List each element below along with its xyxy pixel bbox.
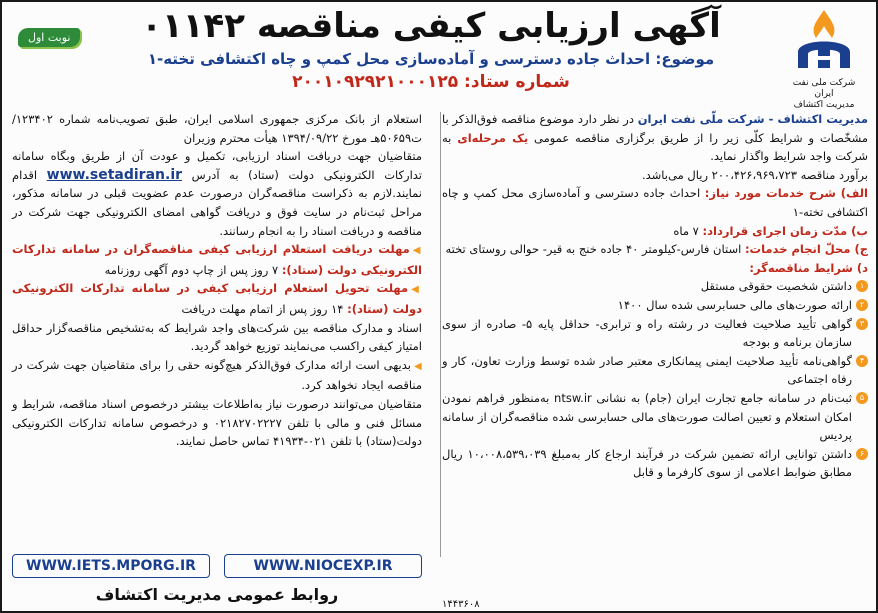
org-department: مدیریت اکتشاف [793,100,855,110]
condition-item [442,389,868,445]
inquiry-paragraph: استعلام از بانک مرکزی جمهوری اسلامی ایران، طبق تصویب‌نامه شماره ۱۲۳۴۰۲/ت۵۰۶۵۹هـ مورخ ۱۳۹۴/۰۹/۲۲ هیأت محترم وزیران [12,112,422,145]
edition-badge: نوبت اول [18,28,80,47]
condition-item [442,315,868,352]
tender-subject: موضوع: احداث جاده دسترسی و آماده‌سازی محل کمپ و چاه اکتشافی تخته-۱ [147,50,715,68]
instructions-text-tail: اقدام نمایند.لازم به ذکراست مناقصه‌گران درصورت عدم عضویت قبلی در سامانه مذکور، مراحل ثبت‌نام در سایت فوق و دریافت گواهی امضای الکترونیکی جهت شرکت در مناقصه و دریافت اسناد را به انجام رسانند. [12,167,422,238]
section-d-label: د) شرایط مناقصه‌گر: [749,260,868,275]
disclaimer-text: بدیهی است ارائه مدارک فوق‌الذکر هیچ‌گونه حقی را برای متقاضیان جهت شرکت در مناقصه ایجاد نخواهد کرد. [12,357,422,393]
instructions-text: متقاضیان جهت دریافت اسناد ارزیابی، تکمیل و عودت آن از طریق وبگاه سامانه تدارکات الکترونیکی دولت (ستاد) به آدرس [12,149,423,182]
section-c-text: استان فارس-کیلومتر ۴۰ جاده خنج به قیر- حوالی روستای تخته [445,242,745,257]
footer-links [12,554,422,580]
column-divider [440,112,441,557]
section-a-label: الف) شرح خدمات مورد نیاز: [704,186,868,201]
section-b-label: ب) مدّت زمان اجرای قرارداد: [702,223,868,238]
instructions-paragraph [12,147,422,240]
page-title: آگهی ارزیابی کیفی مناقصه ۰۱۱۴۲ [141,6,721,46]
public-relations-title: روابط عمومی مدیریت اکتشاف [95,585,339,604]
condition-item [442,296,868,315]
nioc-flame-logo-icon [792,8,856,74]
intro-tail: به شرکت واجد شرایط واگذار نماید. [442,130,868,164]
contact-paragraph: متقاضیان می‌توانند درصورت نیاز به‌اطلاعات بیشتر درخصوص اسناد مناقصه، شرایط و مسائل فنی و مالی با تلفن ۰۲۱۸۲۷۰۲۲۲۷ و درخصوص سامانه تدارکات الکترونیکی دولت(ستاد) با تلفن ۰۲۱-۴۱۹۳۴ تماس حاصل نمایند. [12,396,422,449]
arrow-icon: ◀ [411,284,422,296]
arrow-icon: ◀ [412,245,422,257]
condition-text: گواهی تأیید صلاحیت فعالیت در رشته راه و ترابری- حداقل پایه ۵- صادره از سوی سازمان برنامه و بودجه [442,316,852,350]
section-c-label: ج) محلّ انجام خدمات: [744,242,868,257]
condition-text: داشتن توانایی ارائه تضمین شرکت در فرآیند ارجاع کار به‌مبلغ ۱۰،۰۰۸،۵۳۹،۰۳۹ ریال مطابق ضوابط اعلامی از سوی کارفرما و قابل [442,446,852,480]
bullet-number: ۶ [856,448,868,460]
section-b [442,222,868,241]
disclaimer-paragraph [12,356,422,395]
condition-item [442,445,868,482]
deadline-receive-text: ۷ روز پس از چاپ دوم آگهی روزنامه [104,262,282,277]
niocexp-link[interactable]: WWW.NIOCEXP.IR [224,554,422,578]
left-column [12,110,422,451]
setad-number: شماره ستاد: ۲۰۰۱۰۹۲۹۲۱۰۰۰۱۲۵ [292,72,570,92]
section-c [442,240,868,259]
condition-item [442,277,868,296]
bullet-number: ۴ [856,355,868,367]
condition-text: ثبت‌نام در سامانه جامع تجارت ایران (جام) به نشانی ntsw.ir به‌منظور فراهم نمودن امکان استعلام و تعیین اصالت صورت‌های مالی حسابرسی شده مناقصه‌گران از سامانه پردیس [442,390,852,443]
intro-lead: مدیریت اکتشاف - شرکت ملّی نفت ایران [637,112,868,126]
right-column [442,110,868,482]
estimate-text: برآورد مناقصه ۲۰۰،۴۲۶،۹۶۹،۷۲۳ ریال می‌باشد. [641,167,868,182]
bullet-number: ۱ [856,280,868,292]
setad-link[interactable]: www.setadiran.ir [46,166,183,183]
deadline-submit-text: ۱۴ روز پس از اتمام مهلت دریافت [181,301,348,316]
deadline-receive-label: مهلت دریافت استعلام ارزیابی کیفی مناقصه‌گران در سامانه تدارکات الکترونیکی دولت (ستاد): [12,242,422,277]
company-logo [786,8,862,110]
bullet-number: ۳ [856,318,868,330]
condition-text: ارائه صورت‌های مالی حسابرسی شده سال ۱۴۰۰ [617,297,852,312]
section-a-text: احداث جاده دسترسی و آماده‌سازی محل کمپ و چاه اکتشافی تخته-۱ [442,186,868,219]
arrow-icon: ◀ [413,360,422,372]
section-a [442,184,868,221]
deadline-receive [12,240,422,279]
intro-emphasis: یک مرحله‌ای [457,130,529,145]
distribution-paragraph: اسناد و مدارک مناقصه بین شرکت‌های واجد شرایط که به‌تشخیص مناقصه‌گزار حداقل امتیاز کیفی راکسب می‌نمایند توزیع خواهد گردید. [12,320,422,354]
ad-number: ۱۴۴۳۶۰۸ [442,599,480,610]
deadline-submit-label: مهلت تحویل استعلام ارزیابی کیفی در سامانه تدارکات الکترونیکی دولت (ستاد): [12,281,422,316]
iets-link[interactable]: WWW.IETS.MPORG.IR [12,554,210,578]
condition-text: داشتن شخصیت حقوقی مستقل [700,279,852,294]
intro-text: در نظر دارد موضوع مناقصه فوق‌الذکر با مشخّصات و شرایط کلّی زیر را از طریق برگزاری مناقصه عمومی [442,112,868,145]
section-b-text: ۷ ماه [673,223,703,238]
intro-paragraph [442,110,868,166]
condition-text: گواهی‌نامه تأیید صلاحیت ایمنی پیمانکاری معتبر صادر شده توسط وزارت تعاون، کار و رفاه اجتماعی [442,353,852,387]
condition-item [442,352,868,389]
org-name: شرکت ملی نفت ایران [792,78,856,99]
bullet-number: ۲ [856,299,868,311]
bullet-number: ۵ [856,392,868,404]
deadline-submit [12,279,422,318]
